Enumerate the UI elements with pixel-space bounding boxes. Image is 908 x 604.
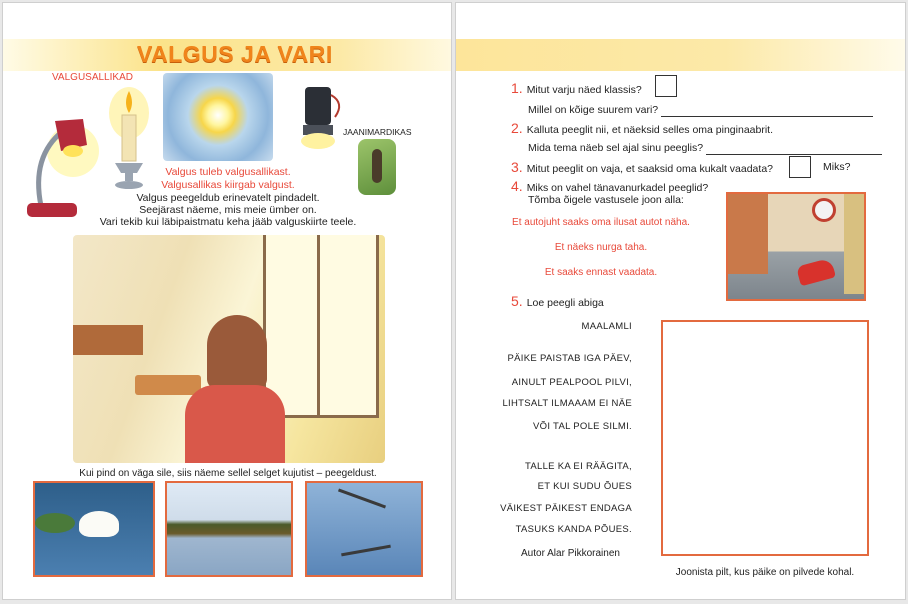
drawing-box[interactable] (661, 320, 869, 556)
title-band-right (456, 39, 905, 71)
poem-line: VÕI TAL POLE SILMI. (533, 421, 632, 432)
answer-box-3[interactable] (789, 156, 811, 178)
sun-image (163, 73, 273, 161)
question-3: 3. Mitut peeglit on vaja, et saaksid oma kukalt vaadata? (511, 159, 773, 175)
answer-option-3[interactable]: Et saaks ennast vaadata. (544, 267, 658, 278)
label-fireflies: JAANIMARDIKAS (343, 127, 412, 137)
body-text-3: Vari tekib kui läbipaistmatu keha jääb valguskiirte teele. (99, 216, 357, 228)
question-4-sub: Tõmba õigele vastusele joon alla: (528, 194, 684, 206)
poem-line: ET KUI SUDU ÕUES (537, 481, 632, 492)
flashlight-image (295, 81, 345, 157)
lake-reflection-photo (165, 481, 293, 577)
poem-line: PÄIKE PAISTAB IGA PÄEV, (507, 353, 632, 364)
dragonfly-photo (305, 481, 423, 577)
body-text-1: Valgus peegeldub erinevatelt pindadelt. (136, 192, 320, 204)
red-text-2: Valgusallikas kiirgab valgust. (161, 179, 295, 191)
answer-option-1[interactable]: Et autojuht saaks oma ilusat autot näha. (512, 217, 690, 228)
answer-line-2[interactable] (706, 154, 882, 155)
page-title: VALGUS JA VARI (137, 41, 333, 67)
water-lily-photo (33, 481, 155, 577)
question-3-why: Miks? (823, 161, 851, 173)
drawing-caption: Joonista pilt, kus päike on pilvede kohal. (675, 567, 855, 578)
poem-author: Autor Alar Pikkorainen (521, 548, 620, 559)
right-page (455, 2, 906, 600)
question-2-sub: Mida tema näeb sel ajal sinu peeglis? (528, 142, 882, 155)
question-1: 1. Mitut varju näed klassis? (511, 80, 642, 96)
question-2: 2. Kalluta peeglit nii, et näeksid selles oma pinginaabrit. (511, 120, 774, 136)
label-light-sources: VALGUSALLIKAD (52, 72, 133, 83)
answer-option-2[interactable]: Et näeks nurga taha. (554, 242, 648, 253)
answer-line-1[interactable] (661, 116, 873, 117)
firefly-image (358, 139, 396, 195)
question-5: 5. Loe peegli abiga (511, 293, 604, 309)
poem-line: AINULT PEALPOOL PILVI, (511, 377, 632, 388)
poem-line: TALLE KA EI RÄÄGITA, (524, 461, 632, 472)
answer-box-1[interactable] (655, 75, 677, 97)
body-text-2: Seejärast näeme, mis meie ümber on. (139, 204, 317, 216)
poem-title: MAALAMLI (581, 321, 632, 332)
red-text-1: Valgus tuleb valgusallikast. (165, 166, 291, 178)
question-4: 4. Miks on vahel tänavanurkadel peeglid? (511, 178, 709, 194)
poem-line: LIHTSALT ILMAAAM EI NÄE (502, 398, 632, 409)
reflection-caption: Kui pind on väga sile, siis näeme sellel selget kujutist – peegeldust. (79, 468, 377, 479)
left-page (2, 2, 452, 600)
girl-window-illustration (73, 235, 385, 463)
poem-line: TASUKS KANDA PÕUES. (515, 524, 632, 535)
question-1-sub: Millel on kõige suurem vari? (528, 104, 873, 117)
street-mirror-illustration (726, 192, 866, 301)
poem-line: VÄIKEST PÄIKEST ENDAGA (500, 503, 632, 514)
